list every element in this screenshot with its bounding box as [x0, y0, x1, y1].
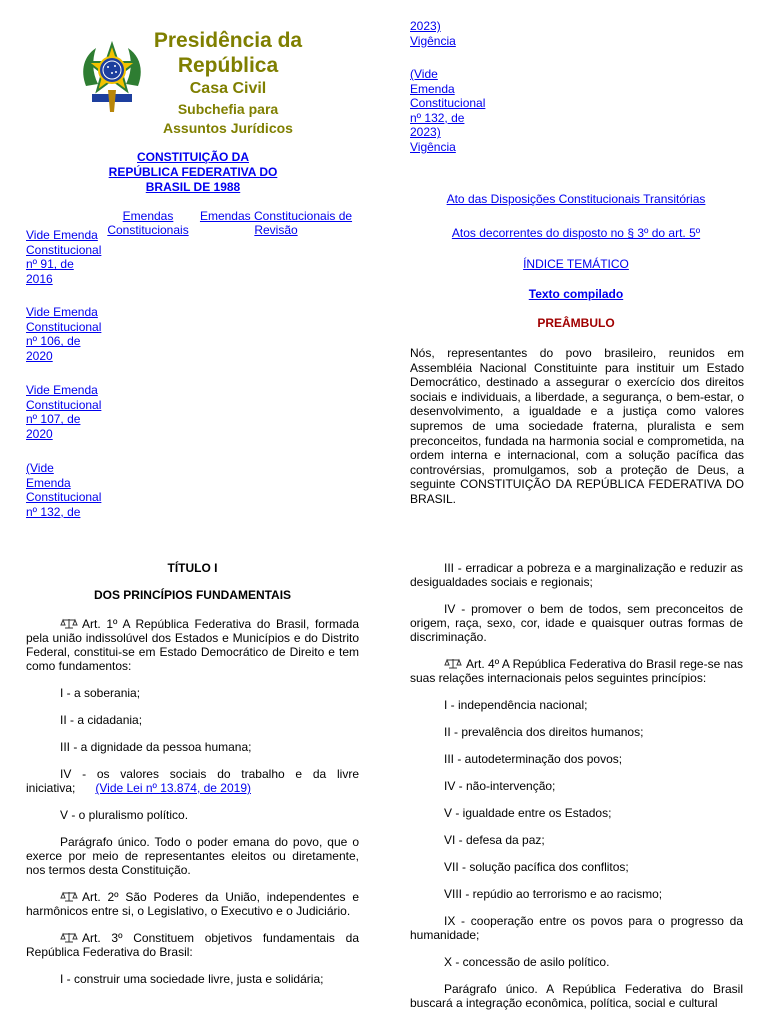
art-4-text: Art. 4º A República Federativa do Brasil rege-se nas suas relações internacionais pelos seguintes princípios:	[410, 657, 743, 685]
link-line: Vigência	[410, 33, 456, 48]
art-4-paragrafo: Parágrafo único. A República Federativa do Brasil buscará a integração econômica, política, social e cultural	[410, 982, 743, 1010]
art-1-ii: II - a cidadania;	[60, 713, 143, 727]
link-line: Constitucionais	[107, 223, 189, 237]
org-header	[140, 28, 316, 137]
vide-ec-132-link[interactable]	[26, 461, 116, 519]
vide-ec-91-link[interactable]	[26, 228, 116, 286]
org-line-2: República	[177, 54, 279, 77]
link-line: Constitucional	[26, 397, 102, 412]
indice-tematico-link[interactable]: ÍNDICE TEMÁTICO	[523, 257, 629, 271]
art-4-ii: II - prevalência dos direitos humanos;	[444, 725, 644, 739]
art-3	[26, 931, 359, 959]
org-line-3: Casa Civil	[189, 80, 267, 97]
constitution-title-link[interactable]	[100, 150, 286, 195]
scale-icon[interactable]	[60, 891, 78, 902]
link-line: nº 132, de	[26, 504, 81, 519]
art-1	[26, 617, 359, 673]
art-4-ix: IX - cooperação entre os povos para o progresso da humanidade;	[410, 914, 743, 942]
org-line-1: Presidência da	[153, 29, 303, 52]
brazil-coat-of-arms	[78, 40, 146, 120]
link-line: Emenda	[26, 475, 71, 490]
art-1-paragrafo: Parágrafo único. Todo o poder emana do povo, que o exerce por meio de representantes eleitos ou diretamente, nos termos desta Constituição.	[26, 835, 359, 877]
emendas-constitucionais-link[interactable]	[104, 209, 192, 237]
art-3-i: I - construir uma sociedade livre, justa e solidária;	[60, 972, 324, 986]
vide-ec-132-link-2[interactable]	[410, 67, 500, 155]
link-line: (Vide	[26, 461, 54, 475]
art-4-iii: III - autodeterminação dos povos;	[444, 752, 623, 766]
art-2	[26, 890, 359, 918]
link-line: nº 91, de	[26, 257, 74, 272]
link-line: Vide Emenda	[26, 305, 98, 319]
link-line: nº 132, de	[410, 110, 465, 125]
emendas-revisao-link[interactable]	[194, 209, 358, 237]
art-1-i: I - a soberania;	[60, 686, 141, 700]
art-4-iv: IV - não-intervenção;	[444, 779, 556, 793]
link-line: Emenda	[410, 81, 455, 96]
art-3-iv: IV - promover o bem de todos, sem preconceitos de origem, raça, sexo, cor, idade e quaisquer outras formas de discriminação.	[410, 602, 743, 644]
link-line: Revisão	[254, 223, 298, 237]
vide-ec-106-link[interactable]	[26, 305, 116, 363]
const-title-line: BRASIL DE 1988	[145, 180, 241, 194]
art-1-iv	[26, 767, 359, 795]
link-line: Emendas	[122, 209, 174, 223]
link-line: 2020	[26, 426, 53, 441]
link-line: Constitucional	[26, 242, 102, 257]
link-line: Vide Emenda	[26, 228, 98, 242]
link-line: 2016	[26, 271, 53, 286]
org-line-4: Subchefia para	[177, 101, 279, 117]
link-line: 2023)	[410, 19, 441, 33]
art-4-vii: VII - solução pacífica dos conflitos;	[444, 860, 629, 874]
const-title-line: REPÚBLICA FEDERATIVA DO	[108, 165, 278, 179]
link-line: Constitucional	[26, 319, 102, 334]
link-line: 2020	[26, 348, 53, 363]
texto-compilado-link[interactable]: Texto compilado	[528, 287, 624, 301]
vide-lei-13874-link[interactable]: (Vide Lei nº 13.874, de 2019)	[95, 781, 251, 795]
art-1-v: V - o pluralismo político.	[60, 808, 189, 822]
art-4-v: V - igualdade entre os Estados;	[444, 806, 612, 820]
preambulo-text: Nós, representantes do povo brasileiro, reunidos em Assembléia Nacional Constituinte para instituir um Estado Democrático, destinado a assegurar o exercício dos direitos sociais e individuais, a liberdade, a segurança, o bem-estar, o desenvolvimento, a igualdade e a justiça como valores supremos de uma sociedade fraterna, pluralista e sem preconceitos, fundada na harmonia social e comprometida, na ordem interna e internacional, com a solução pacífica das controvérsias, promulgamos, sob a proteção de Deus, a seguinte CONSTITUIÇÃO DA REPÚBLICA FEDERATIVA DO BRASIL.	[410, 346, 744, 506]
link-line: 2023)	[410, 125, 441, 140]
art-4	[410, 657, 743, 685]
subtitulo-heading: DOS PRINCÍPIOS FUNDAMENTAIS	[93, 588, 292, 602]
link-line: nº 106, de	[26, 334, 81, 349]
right-column	[410, 561, 743, 1023]
art-3-iii: III - erradicar a pobreza e a marginalização e reduzir as desigualdades sociais e regionais;	[410, 561, 743, 589]
preambulo-title: PREÂMBULO	[537, 316, 615, 330]
art-4-x: X - concessão de asilo político.	[444, 955, 610, 969]
art-1-iii: III - a dignidade da pessoa humana;	[60, 740, 252, 754]
link-line: Constitucional	[26, 490, 102, 505]
scale-icon[interactable]	[60, 618, 78, 629]
art-1-iv-text: IV - os valores sociais do trabalho e da livre iniciativa;	[26, 767, 359, 795]
link-line: Constitucional	[410, 96, 486, 111]
link-line: nº 107, de	[26, 412, 81, 427]
link-line: Vide Emenda	[26, 383, 98, 397]
art-1-text: Art. 1º A República Federativa do Brasil, formada pela união indissolúvel dos Estados e Municípios e do Distrito Federal, constitui-se em Estado Democrático de Direito e tem como fundamentos:	[26, 617, 359, 673]
art-4-vi: VI - defesa da paz;	[444, 833, 545, 847]
link-line: (Vide	[410, 67, 438, 81]
vide-ec-107-link[interactable]	[26, 383, 116, 441]
titulo-heading: TÍTULO I	[167, 561, 218, 575]
art-2-text: Art. 2º São Poderes da União, independentes e harmônicos entre si, o Legislativo, o Executivo e o Judiciário.	[26, 890, 359, 918]
adct-link[interactable]: Ato das Disposições Constitucionais Transitórias	[446, 192, 706, 206]
scale-icon[interactable]	[60, 932, 78, 943]
atos-decorrentes-link[interactable]: Atos decorrentes do disposto no § 3º do art. 5º	[451, 226, 701, 240]
org-line-5: Assuntos Jurídicos	[163, 120, 293, 136]
art-4-viii: VIII - repúdio ao terrorismo e ao racismo;	[444, 887, 663, 901]
art-4-i: I - independência nacional;	[444, 698, 588, 712]
left-column	[26, 561, 359, 999]
link-line: Emendas Constitucionais de	[199, 209, 353, 223]
scale-icon[interactable]	[444, 658, 462, 669]
vide-ec-132-vigencia-link[interactable]	[410, 19, 500, 48]
art-3-text: Art. 3º Constituem objetivos fundamentais da República Federativa do Brasil:	[26, 931, 359, 959]
link-line: Vigência	[410, 139, 456, 154]
const-title-line: CONSTITUIÇÃO DA	[137, 150, 249, 164]
